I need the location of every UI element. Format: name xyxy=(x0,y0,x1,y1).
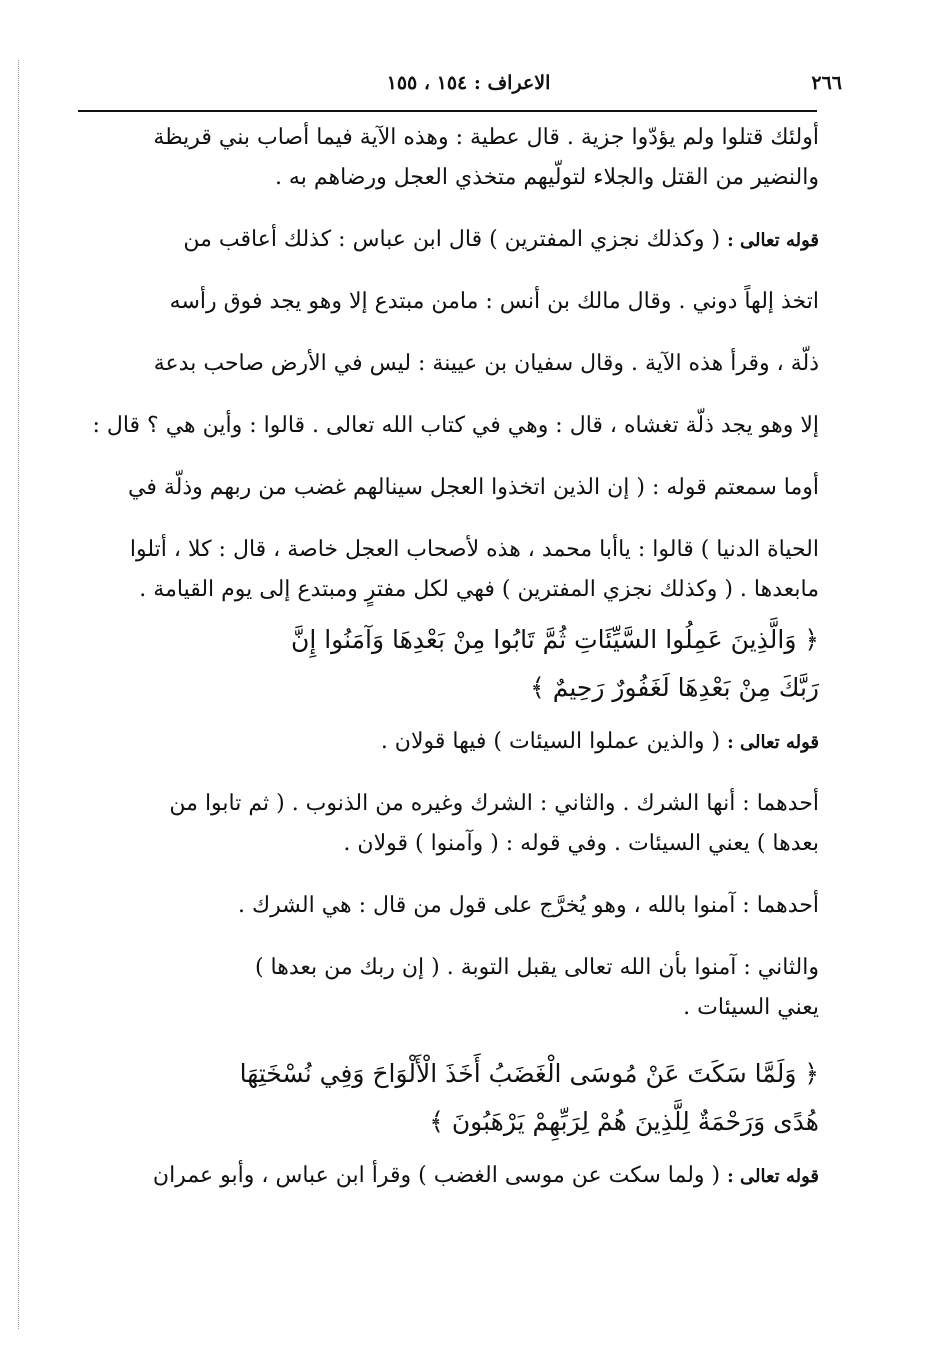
text-line: والنضير من القتل والجلاء لتولّيهم متخذي العجل ورضاهم به . xyxy=(274,165,819,190)
quran-verse-line: هُدًى وَرَحْمَةٌ لِلَّذِينَ هُمْ لِرَبِّهِمْ يَرْهَبُونَ ﴾ xyxy=(429,1107,819,1136)
commentary-lead: قوله تعالى : xyxy=(727,1166,819,1187)
text-line: بعدها ) يعني السيئات . وفي قوله : ( وآمنوا ) قولان . xyxy=(343,831,819,856)
text-line: والثاني : آمنوا بأن الله تعالى يقبل التوبة . ( إن ربك من بعدها ) xyxy=(254,955,819,980)
text-line: الحياة الدنيا ) قالوا : ياأبا محمد ، هذه لأصحاب العجل خاصة ، قال : كلا ، أتلوا xyxy=(129,537,819,562)
text-line: أوما سمعتم قوله : ( إن الذين اتخذوا العجل سينالهم غضب من ربهم وذلّة في xyxy=(128,475,819,500)
text-line: مابعدها . ( وكذلك نجزي المفترين ) فهي لكل مفترٍ ومبتدع إلى يوم القيامة . xyxy=(139,577,819,602)
text-line: أحدهما : آمنوا بالله ، وهو يُخرَّج على قول من قال : هي الشرك . xyxy=(238,893,819,918)
text-line: قوله تعالى : ( والذين عملوا السيئات ) فيها قولان . xyxy=(380,729,819,754)
text-line: قوله تعالى : ( ولما سكت عن موسى الغضب ) وقرأ ابن عباس ، وأبو عمران xyxy=(152,1163,819,1188)
binding-edge-dots xyxy=(18,60,19,1329)
header-title: الاعراف : ١٥٤ ، ١٥٥ xyxy=(386,72,551,94)
text-line: ذلّة ، وقرأ هذه الآية . وقال سفيان بن عيينة : ليس في الأرض صاحب بدعة xyxy=(153,351,819,376)
quran-verse-line: رَبَّكَ مِنْ بَعْدِهَا لَغَفُورٌ رَحِيمٌ ﴾ xyxy=(530,673,819,702)
running-header xyxy=(95,72,842,104)
commentary-lead: قوله تعالى : xyxy=(727,230,819,251)
header-rule xyxy=(78,110,817,112)
quran-verse-line: ﴿ وَلَمَّا سَكَتَ عَنْ مُوسَى الْغَضَبُ أَخَذَ الْأَلْوَاحَ وَفِي نُسْخَتِهَا xyxy=(239,1059,819,1088)
page-number: ٢٦٦ xyxy=(811,72,842,94)
page-body xyxy=(82,118,819,1196)
text-line: إلا وهو يجد ذلّة تغشاه ، قال : وهي في كتاب الله تعالى . قالوا : وأين هي ؟ قال : xyxy=(92,413,819,438)
commentary-lead: قوله تعالى : xyxy=(727,732,819,753)
text-line: أحدهما : أنها الشرك . والثاني : الشرك وغيره من الذنوب . ( ثم تابوا من xyxy=(169,791,819,816)
text-line: قوله تعالى : ( وكذلك نجزي المفترين ) قال ابن عباس : كذلك أعاقب من xyxy=(183,227,819,252)
text-line: يعني السيئات . xyxy=(683,995,819,1020)
text-line: أولئك قتلوا ولم يؤدّوا جزية . قال عطية : وهذه الآية فيما أصاب بني قريظة xyxy=(153,125,819,150)
text-line: اتخذ إلهاً دوني . وقال مالك بن أنس : مامن مبتدع إلا وهو يجد فوق رأسه xyxy=(169,289,819,314)
quran-verse-line: ﴿ وَالَّذِينَ عَمِلُوا السَّيِّئَاتِ ثُمَّ تَابُوا مِنْ بَعْدِهَا وَآمَنُوا إِنَّ xyxy=(290,625,819,654)
